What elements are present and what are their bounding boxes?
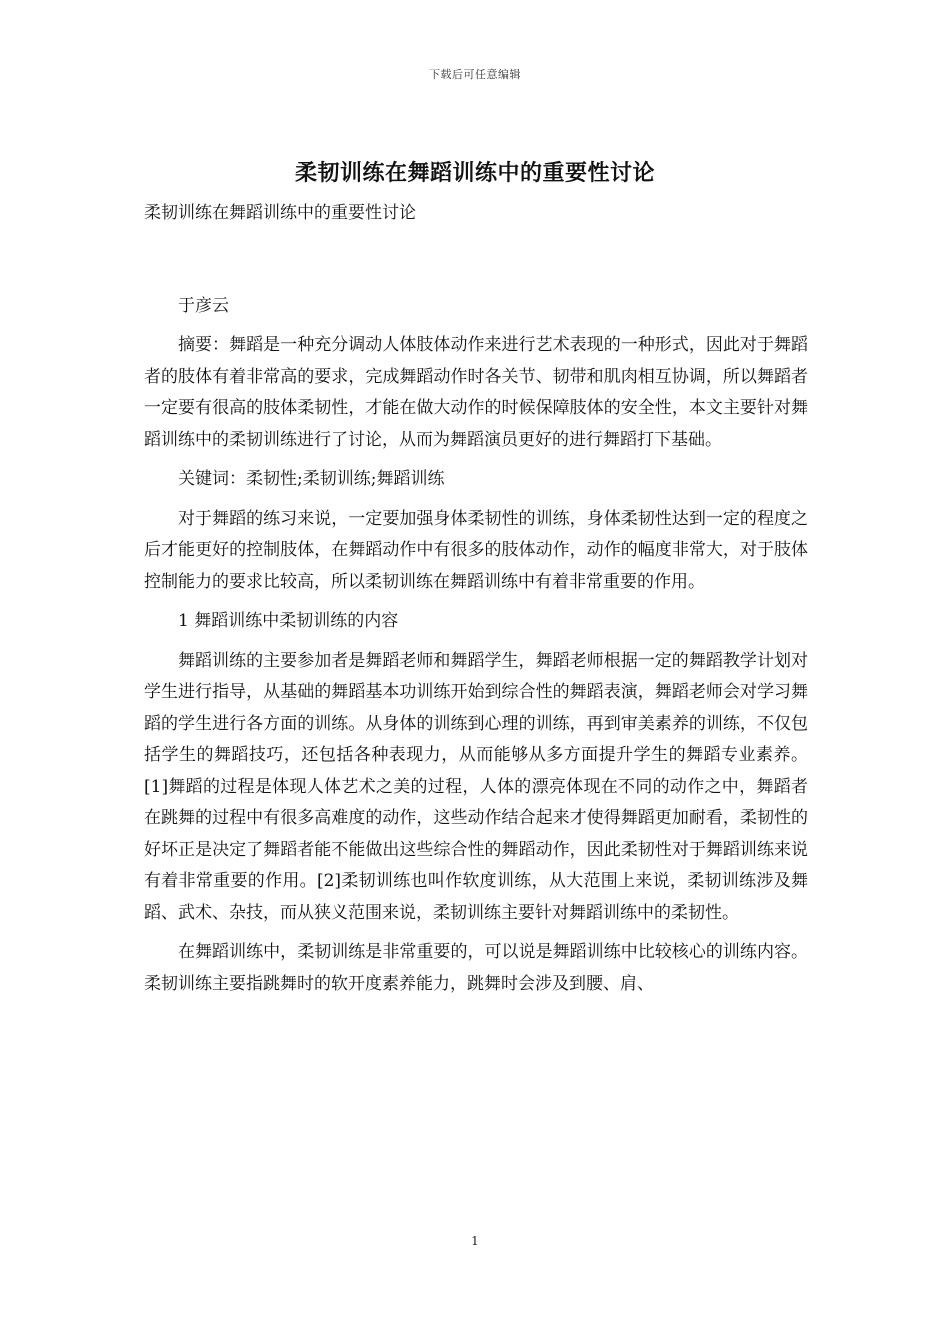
section-1-paragraph-1: 舞蹈训练的主要参加者是舞蹈老师和舞蹈学生，舞蹈老师根据一定的舞蹈教学计划对学生进行指导，从基础的舞蹈基本功训练开始到综合性的舞蹈表演，舞蹈老师会对学习舞蹈的学生进行各方面的训练。从身体的训练到心理的训练，再到审美素养的训练，不仅包括学生的舞蹈技巧，还包括各种表现力，从而能够从多方面提升学生的舞蹈专业素养。[1]舞蹈的过程是体现人体艺术之美的过程，人体的漂亮体现在不同的动作之中，舞蹈者在跳舞的过程中有很多高难度的动作，这些动作结合起来才使得舞蹈更加耐看，柔韧性的好坏正是决定了舞蹈者能不能做出这些综合性的舞蹈动作，因此柔韧性对于舞蹈训练来说有着非常重要的作用。[2]柔韧训练也叫作软度训练，从大范围上来说，柔韧训练涉及舞蹈、武术、杂技，而从狭义范围来说，柔韧训练主要针对舞蹈训练中的柔韧性。 bbox=[144, 650, 808, 923]
document-subtitle: 柔韧训练在舞蹈训练中的重要性讨论 bbox=[144, 203, 416, 223]
page-number: 1 bbox=[471, 1234, 479, 1248]
document-body bbox=[144, 198, 808, 1000]
section-1-paragraph-2: 在舞蹈训练中，柔韧训练是非常重要的，可以说是舞蹈训练中比较核心的训练内容。柔韧训练主要指跳舞时的软开度素养能力，跳舞时会涉及到腰、肩、 bbox=[144, 942, 808, 994]
intro-paragraph: 对于舞蹈的练习来说，一定要加强身体柔韧性的训练，身体柔韧性达到一定的程度之后才能更好的控制肢体，在舞蹈动作中有很多的肢体动作，动作的幅度非常大，对于肢体控制能力的要求比较高，所以柔韧训练在舞蹈训练中有着非常重要的作用。 bbox=[144, 508, 808, 592]
author-name: 于彦云 bbox=[178, 295, 229, 316]
keywords-line: 关键词：柔韧性;柔韧训练;舞蹈训练 bbox=[178, 469, 445, 489]
document-title: 柔韧训练在舞蹈训练中的重要性讨论 bbox=[294, 160, 655, 186]
page-header-note: 下载后可任意编辑 bbox=[429, 68, 521, 81]
section-1-heading: 1 舞蹈训练中柔韧训练的内容 bbox=[178, 611, 399, 631]
abstract-paragraph: 摘要：舞蹈是一种充分调动人体肢体动作来进行艺术表现的一种形式，因此对于舞蹈者的肢体有着非常高的要求，完成舞蹈动作时各关节、韧带和肌肉相互协调，所以舞蹈者一定要有很高的肢体柔韧性，才能在做大动作的时候保障肢体的安全性，本文主要针对舞蹈训练中的柔韧训练进行了讨论，从而为舞蹈演员更好的进行舞蹈打下基础。 bbox=[144, 335, 808, 450]
